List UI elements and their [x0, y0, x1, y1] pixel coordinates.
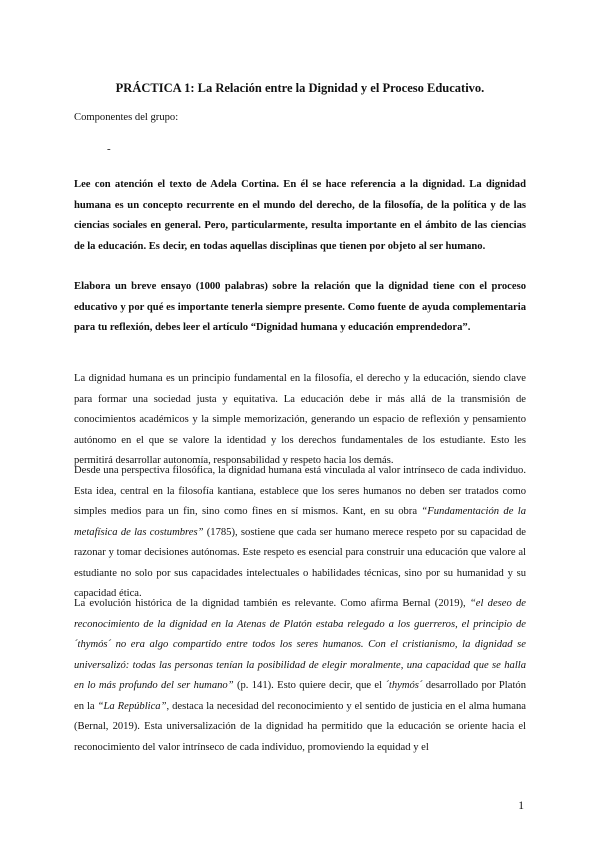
instruction-paragraph-1: Lee con atención el texto de Adela Cortina. En él se hace referencia a la dignidad. La dignidad humana es un concepto recurrente en el mundo del derecho, de la filosofía, de la política y de las ciencias sociales en general. Pero, particularmente, resulta importante en el ámbito de las ciencias de la educación. Es decir, en todas aquellas disciplinas que tienen por objeto al ser humano.	[74, 179, 526, 252]
page-number: 1	[518, 800, 524, 812]
group-components-label: Componentes del grupo:	[74, 112, 179, 123]
thymos-term: ´thymós´	[385, 680, 423, 691]
essay-paragraph-2	[74, 461, 526, 605]
essay-paragraph-3	[74, 594, 526, 758]
essay-paragraph-2-text-a: Desde una perspectiva filosófica, la dignidad humana está vinculada al valor intrínseco de cada individuo. Esta idea, central en la filosofía kantiana, establece que los seres humanos no deben ser tratados como simples medios para un fin, sino como fines en sí mismos. Kant, en su obra	[74, 465, 526, 517]
kant-work-title: “Fundamentación de la metafísica de las costumbres”	[74, 506, 527, 538]
bernal-quote: “el deseo de reconocimiento de la dignidad en la Atenas de Platón estaba relegado a los guerreros, el principio de ´thymós´ no era algo compartido entre todos los seres humanos. Con el cristianismo, la dignidad se universalizó: todas las personas tenían la posibilidad de elegir moralmente, una capacidad que se halla en lo más profundo del ser humano”	[74, 598, 526, 691]
group-member-dash: -	[107, 143, 111, 155]
essay-paragraph-3-text-d: , destaca la necesidad del reconocimiento y el sentido de justicia en el alma humana (Bernal, 2019). Esta universalización de la dignidad ha permitido que la educación se oriente hacia el reconocimiento del valor intrínseco de cada individuo, promoviendo la equidad y el	[74, 700, 526, 753]
document-title: PRÁCTICA 1: La Relación entre la Dignidad y el Proceso Educativo.	[115, 81, 485, 95]
essay-paragraph-3-text-b: (p. 141). Esto quiere decir, que el	[233, 680, 386, 691]
republic-title: “La República”	[97, 700, 167, 712]
instruction-paragraph-2: Elabora un breve ensayo (1000 palabras) sobre la relación que la dignidad tiene con el proceso educativo y por qué es importante tenerla siempre presente. Como fuente de ayuda complementaria para tu reflexión, debes leer el artículo “Dignidad humana y educación emprendedora”.	[74, 281, 526, 333]
essay-paragraph-2-text-b: (1785), sostiene que cada ser humano merece respeto por su capacidad de razonar y tomar decisiones autónomas. Este respeto es esencial para construir una educación que valore al estudiante no solo por sus capacidades intelectuales o habilidades técnicas, sino por su humanidad y su capacidad ética.	[74, 526, 526, 599]
essay-paragraph-3-text-a: La evolución histórica de la dignidad también es relevante. Como afirma Bernal (2019),	[74, 598, 470, 609]
essay-paragraph-3-text-c: desarrollado por Platón en la	[74, 680, 526, 712]
essay-paragraph-1: La dignidad humana es un principio fundamental en la filosofía, el derecho y la educación, siendo clave para formar una sociedad justa y equitativa. La educación debe ir más allá de la transmisión de conocimientos académicos y la simple memorización, generando un espacio de reflexión y pensamiento autónomo en el que se valore la identidad y los derechos fundamentales de los estudiante. Esto les permitirá desarrollar autonomía, responsabilidad y respeto hacia los demás.	[74, 373, 526, 466]
